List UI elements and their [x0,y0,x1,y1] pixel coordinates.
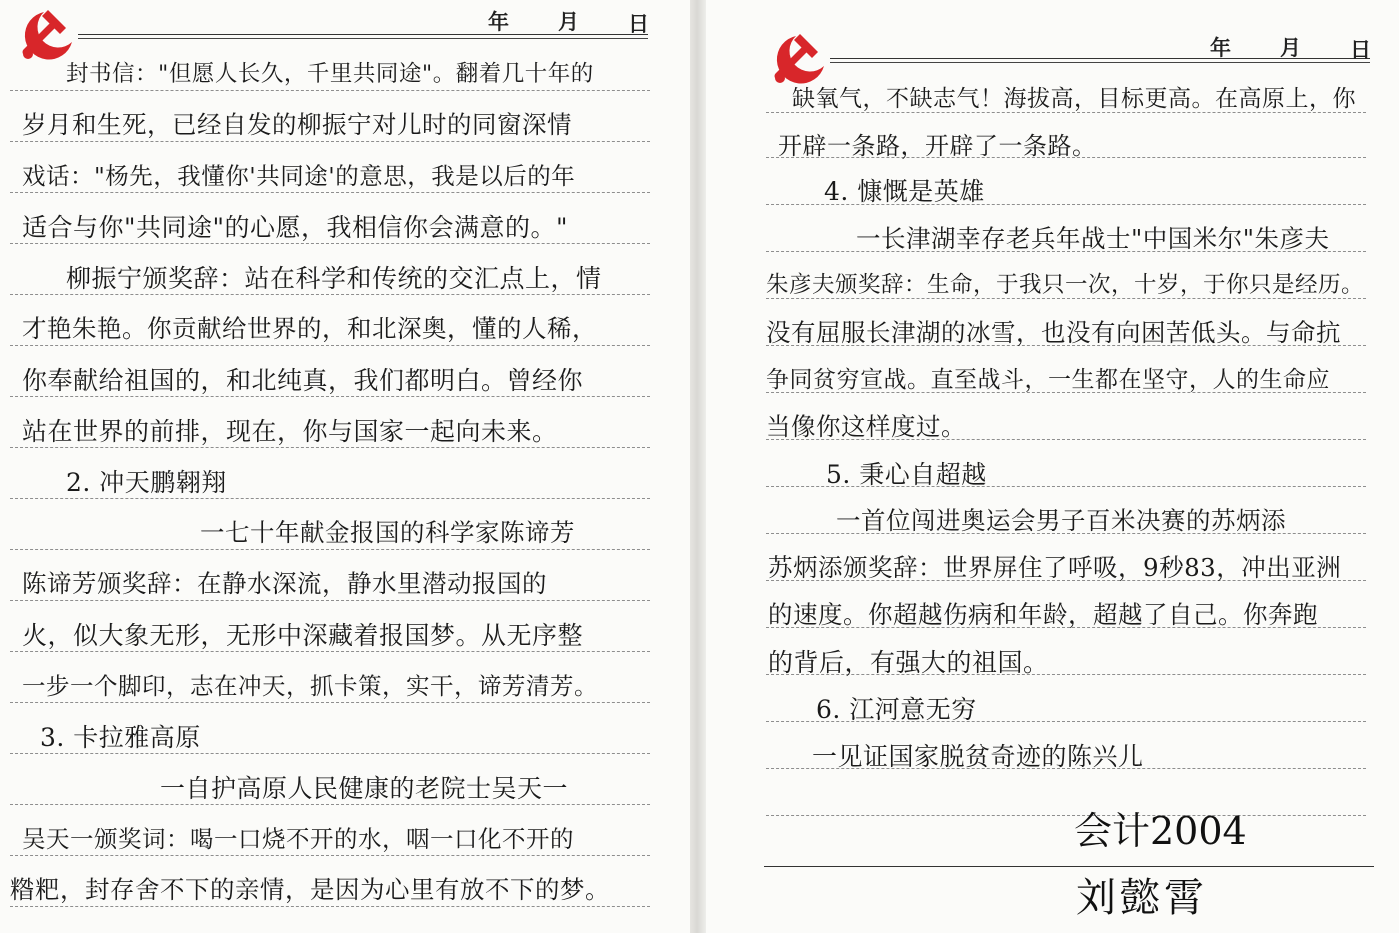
month-label: 月 [1280,36,1301,60]
signature-class: 会计2004 [1074,809,1247,853]
section-heading: 3. 卡拉雅高原 [40,723,201,752]
handwritten-line: 一见证国家脱贫奇迹的陈兴儿 [812,742,1144,771]
ruled-line [10,600,650,601]
ruled-line [766,815,1366,816]
handwritten-line: 吴天一颁奖词：喝一口烧不开的水，咽一口化不开的 [22,825,574,853]
handwritten-line: 你奉献给祖国的，和北纯真，我们都明白。曾经你 [22,366,584,395]
handwritten-line: 岁月和生死，已经自发的柳振宁对儿时的同窗深情 [22,110,572,139]
left-notebook-page [0,0,690,933]
ruled-line [10,192,650,193]
handwritten-line: 的背后，有强大的祖国。 [768,648,1049,677]
section-heading: 6. 江河意无穷 [816,695,977,724]
handwritten-line: 争同贫穷宣战。直至战斗，一生都在坚守，人的生命应 [766,367,1330,393]
month-label: 月 [558,10,579,34]
right-notebook-page [706,0,1399,933]
handwritten-line: 一长津湖幸存老兵年战士"中国米尔"朱彦夫 [856,224,1330,253]
section-heading: 4. 慷慨是英雄 [824,177,985,206]
ruled-line [10,141,650,142]
notebook-spine [690,0,706,933]
handwritten-line: 缺氧气，不缺志气！海拔高，目标更高。在高原上，你 [792,86,1356,112]
handwritten-line: 一步一个脚印，志在冲天，抓卡策，实干，谛芳清芳。 [22,672,598,700]
signature-name: 刘懿霄 [1076,875,1208,921]
ruled-line [10,855,650,856]
handwritten-line: 一七十年献金报国的科学家陈谛芳 [200,518,575,547]
handwritten-line: 火，似大象无形，无形中深藏着报国梦。从无序整 [22,621,584,650]
handwritten-line: 开辟一条路，开辟了一条路。 [778,132,1097,160]
handwritten-line: 一自护高原人民健康的老院士吴天一 [160,774,569,803]
year-label: 年 [1210,36,1231,60]
ruled-line [10,90,650,91]
handwritten-line: 适合与你"共同途"的心愿，我相信你会满意的。" [22,213,568,242]
bottom-rule [764,866,1374,867]
section-heading: 2. 冲天鹏翱翔 [66,468,227,497]
ruled-line [10,549,650,550]
handwritten-line: 柳振宁颁奖辞：站在科学和传统的交汇点上，情 [66,264,602,293]
ruled-line [10,345,650,346]
handwritten-line: 封书信："但愿人长久，千里共同途"。翻着几十年的 [66,61,594,87]
section-heading: 5. 秉心自超越 [826,460,987,489]
handwritten-line: 没有屈服长津湖的冰雪，也没有向困苦低头。与命抗 [766,318,1341,347]
day-label: 日 [628,12,649,36]
ruled-line [10,906,650,907]
handwritten-line: 才艳朱艳。你贡献给世界的，和北深奥，懂的人稀， [22,314,597,343]
handwritten-line: 糌粑，封存舍不下的亲情，是因为心里有放不下的梦。 [10,875,610,904]
handwritten-line: 戏话："杨先，我懂你'共同途'的意思，我是以后的年 [22,162,576,190]
handwritten-line: 的速度。你超越伤病和年龄，超越了自己。你奔跑 [768,600,1318,629]
year-label: 年 [488,10,509,34]
ruled-line [10,702,650,703]
handwritten-line: 当像你这样度过。 [766,412,966,441]
handwritten-line: 陈谛芳颁奖辞：在静水深流，静水里潜动报国的 [22,569,547,598]
handwritten-line: 一首位闯进奥运会男子百米决赛的苏炳添 [836,506,1286,535]
handwritten-line: 苏炳添颁奖辞：世界屏住了呼吸，9秒83，冲出亚洲 [768,553,1342,582]
handwritten-line: 站在世界的前排，现在，你与国家一起向未来。 [22,417,558,446]
handwritten-line: 朱彦夫颁奖辞：生命，于我只一次，十岁，于你只是经历。 [766,272,1365,298]
day-label: 日 [1350,38,1371,62]
